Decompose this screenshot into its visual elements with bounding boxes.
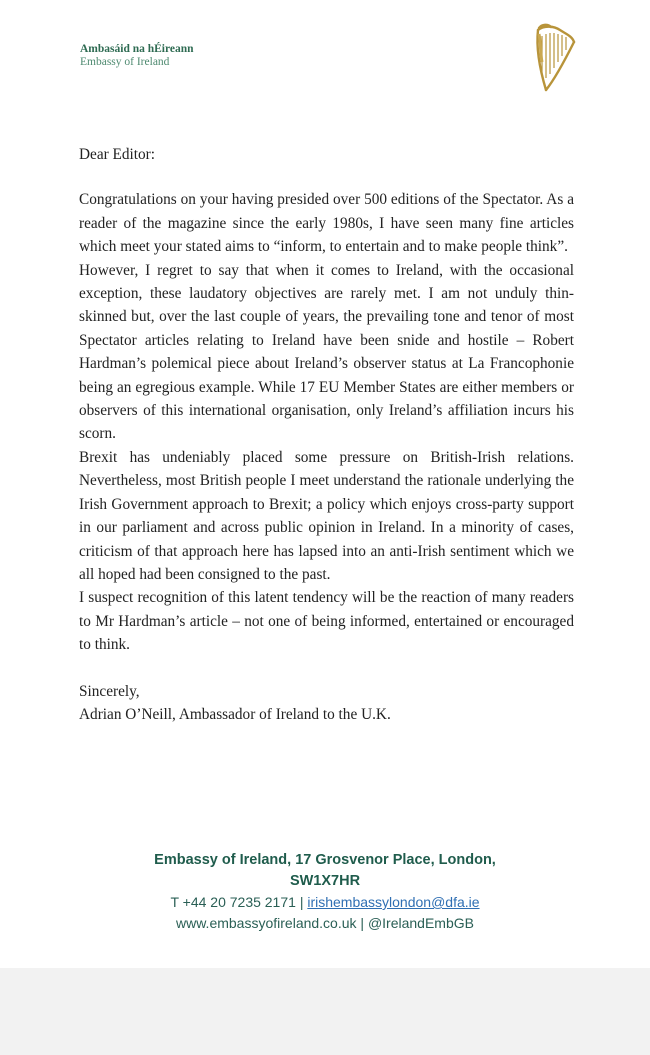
letter-body [79,143,574,726]
footer-web-line [80,913,570,934]
signature-block [79,680,574,727]
web-separator: | [360,915,365,931]
embassy-irish-name: Ambasáid na hÉireann [80,43,194,55]
letterhead [80,43,194,69]
footer-contact-line [80,892,570,913]
footer-address [80,850,570,892]
paragraph: However, I regret to say that when it comes to Ireland, with the occasional exception, these laudatory objectives are rarely met. I am not unduly thin-skinned but, over the last couple of years, the prevailing tone and tenor of most Spectator articles relating to Ireland have been snide and hostile – Robert Hardman’s polemical piece about Ireland’s observer status at La Francophonie being an egregious example. While 17 EU Member States are either members or observers of this international organisation, only Ireland’s affiliation incurs his scorn. [79,261,574,443]
paragraph: Brexit has undeniably placed some pressure on British-Irish relations. Nevertheless, most British people I meet understand the rationale underlying the Irish Government approach to Brexit; a policy which enjoys cross-party support in our parliament and across public opinion in Ireland. In a minority of cases, criticism of that approach here has lapsed into an anti-Irish sentiment which we all hoped had been consigned to the past. [79,448,574,583]
address-line-2: SW1X7HR [289,873,361,889]
paragraph: Congratulations on your having presided over 500 editions of the Spectator. As a reader of the magazine since the early 1980s, I have seen many fine articles which meet your stated aims to “inform, to entertain and to make people think”. [79,191,574,256]
email-link[interactable]: irishembassylondon@dfa.ie [307,894,480,910]
bottom-band [0,968,650,1055]
website-link[interactable]: www.embassyofireland.co.uk [176,915,357,931]
harp-icon [530,22,576,94]
phone-number: T +44 20 7235 2171 [170,894,296,910]
paragraph: I suspect recognition of this latent tendency will be the reaction of many readers to Mr Hardman’s article – not one of being informed, entertained or encouraged to think. [79,589,574,654]
closing: Sincerely, [79,682,140,700]
footer [80,850,570,934]
twitter-handle[interactable]: @IrelandEmbGB [367,915,474,931]
signer-name: Adrian O’Neill, Ambassador of Ireland to the U.K. [79,705,391,723]
salutation: Dear Editor: [79,146,156,163]
address-line-1: Embassy of Ireland, 17 Grosvenor Place, London, [154,852,496,868]
contact-separator: | [299,894,304,910]
embassy-english-name: Embassy of Ireland [80,56,170,68]
